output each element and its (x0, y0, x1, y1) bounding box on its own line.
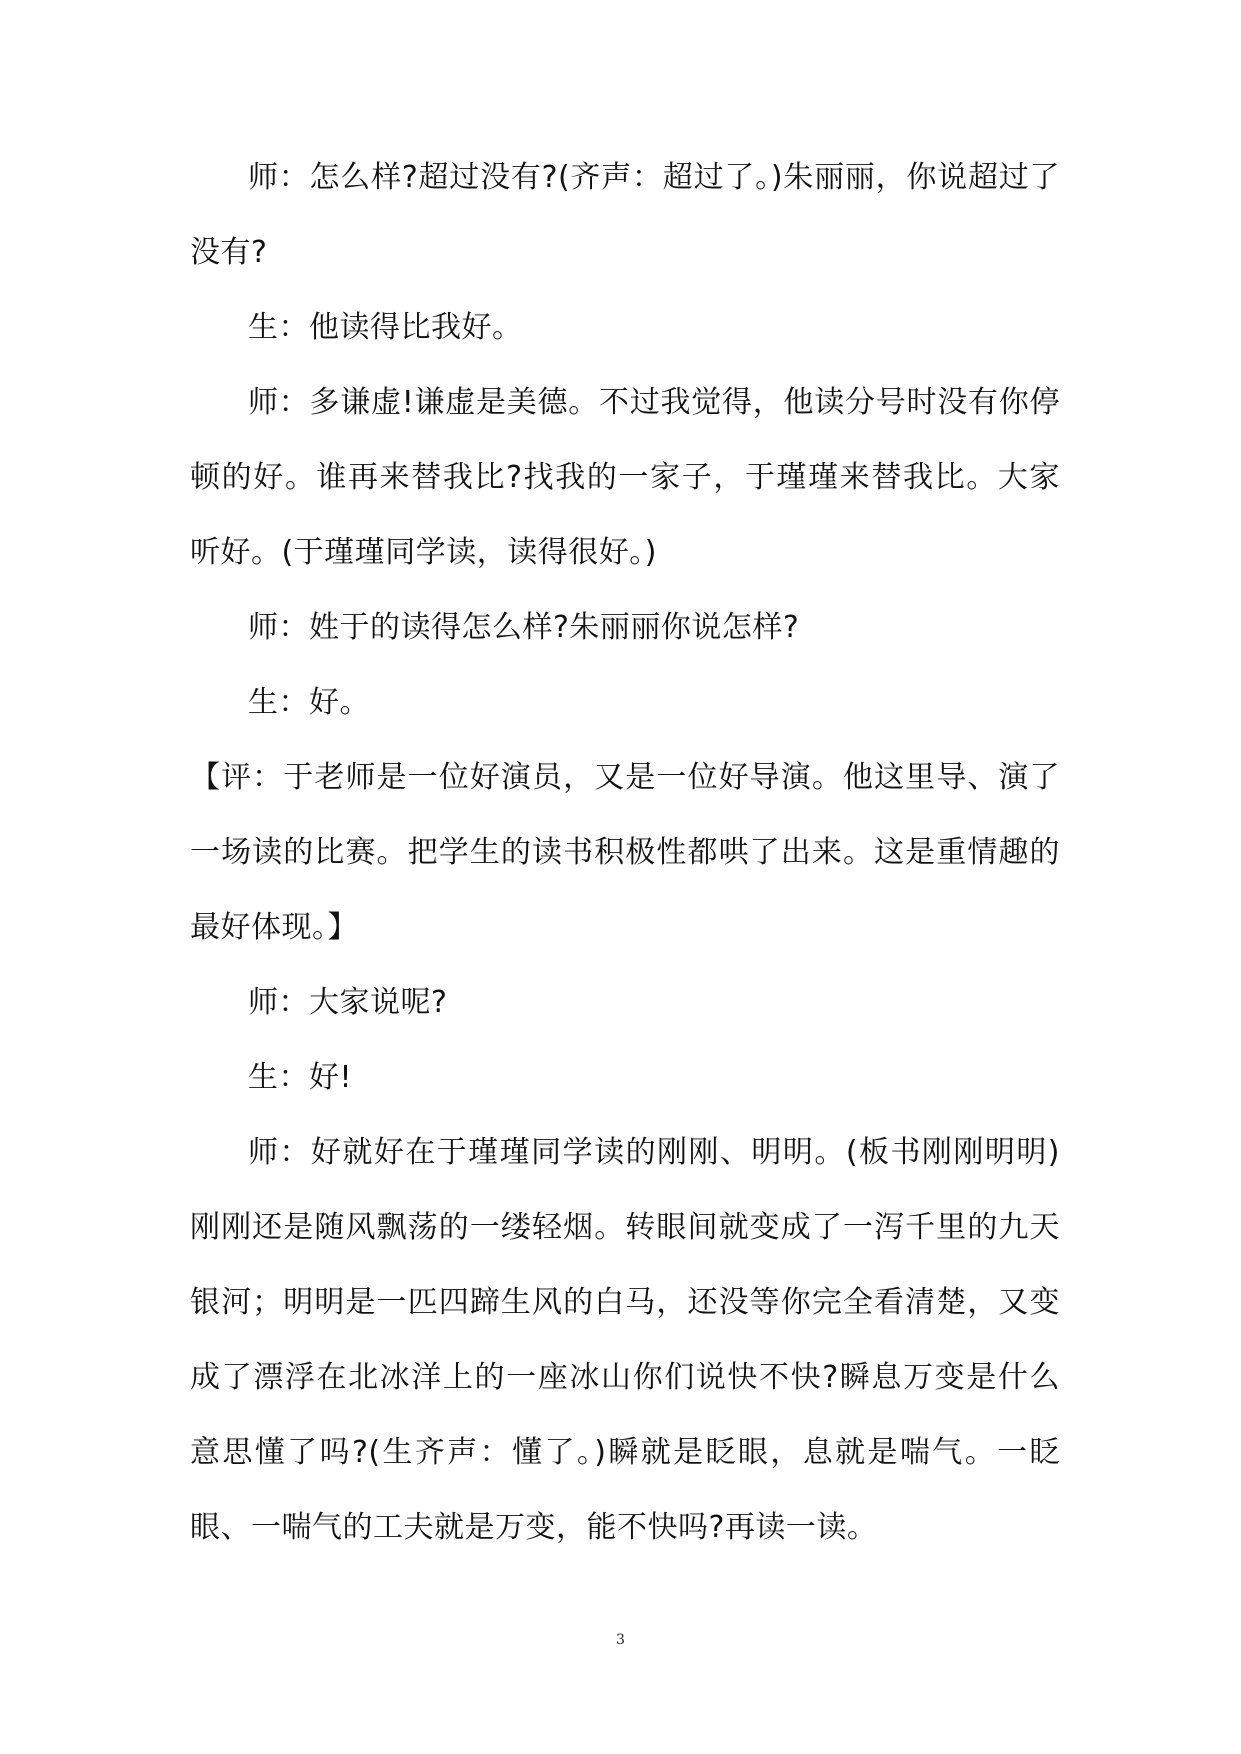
paragraph-teacher-explanation: 师：好就好在于瑾瑾同学读的刚刚、明明。(板书刚刚明明)刚刚还是随风飘荡的一缕轻烟。转眼间就变成了一泻千里的九天银河；明明是一匹四蹄生风的白马，还没等你完全看清楚，又变成了漂浮在北冰洋上的一座冰山你们说快不快?瞬息万变是什么意思懂了吗?(生齐声：懂了。)瞬就是眨眼，息就是喘气。一眨眼、一喘气的工夫就是万变，能不快吗?再读一读。 (190, 1135, 1060, 1545)
page-body (190, 140, 1060, 1565)
page-number: 3 (616, 1632, 625, 1648)
paragraph-student-reply: 生：他读得比我好。 (248, 310, 523, 345)
paragraph-student-good: 生：好。 (248, 685, 370, 720)
paragraph-teacher-question: 师：怎么样?超过没有?(齐声：超过了。)朱丽丽，你说超过了没有? (190, 160, 1060, 270)
paragraph-teacher-modesty: 师：多谦虚!谦虚是美德。不过我觉得，他读分号时没有你停顿的好。谁再来替我比?找我的一家子，于瑾瑾来替我比。大家听好。(于瑾瑾同学读，读得很好。) (190, 385, 1060, 570)
paragraph-student-good-exclaim: 生：好! (248, 1060, 353, 1095)
paragraph-teacher-everyone: 师：大家说呢? (248, 985, 448, 1020)
paragraph-teacher-ask-zhu: 师：姓于的读得怎么样?朱丽丽你说怎样? (248, 610, 800, 645)
paragraph-commentary: 【评：于老师是一位好演员，又是一位好导演。他这里导、演了一场读的比赛。把学生的读书积极性都哄了出来。这是重情趣的最好体现。】 (190, 760, 1060, 945)
